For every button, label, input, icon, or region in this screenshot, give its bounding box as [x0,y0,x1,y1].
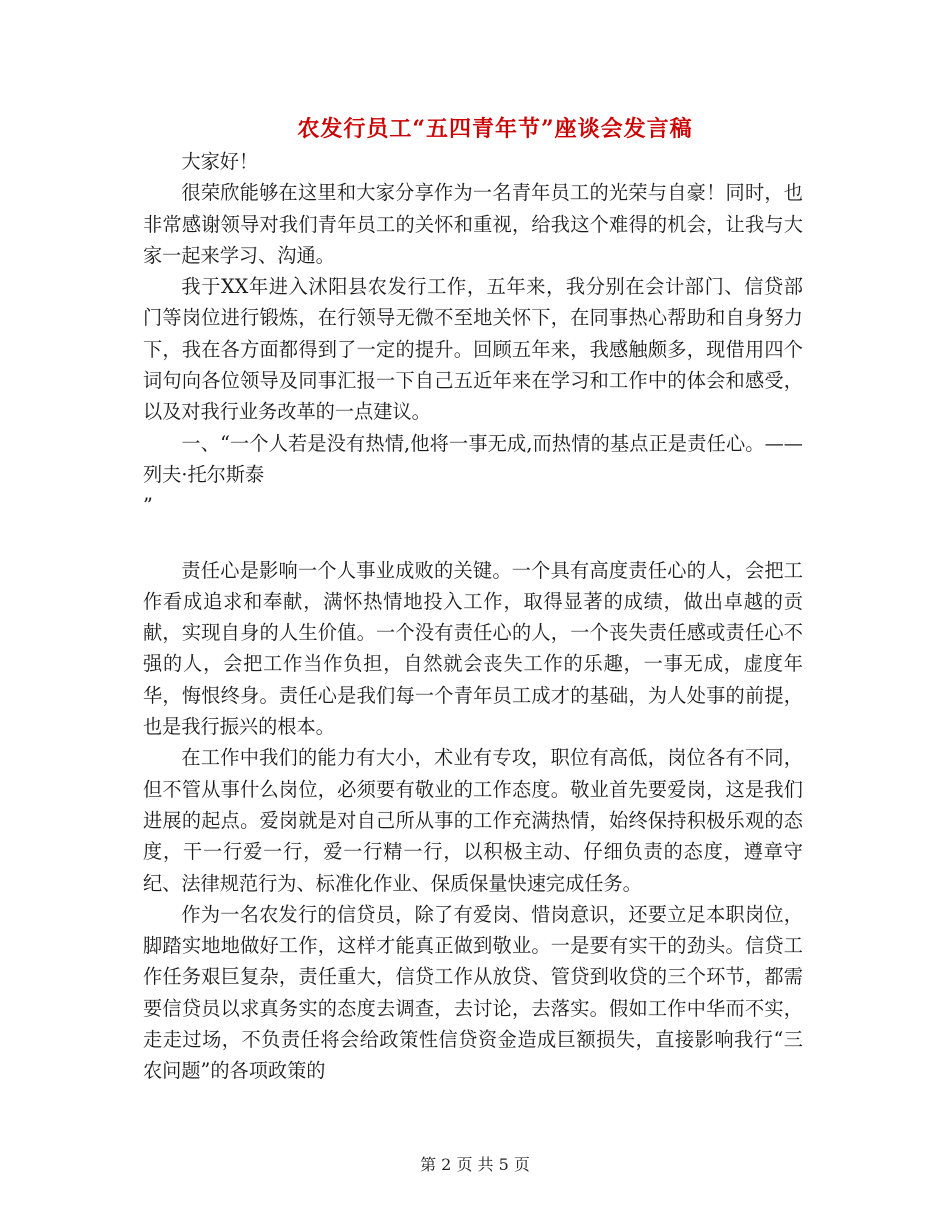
paragraph: 作为一名农发行的信贷员，除了有爱岗、惜岗意识，还要立足本职岗位，脚踏实地地做好工作，这样才能真正做到敬业。一是要有实干的劲头。信贷工作任务艰巨复杂，责任重大，信贷工作从放贷、管贷到收贷的三个环节，都需要信贷员以求真务实的态度去调查，去讨论，去落实。假如工作中华而不实，走走过场，不负责任将会给政策性信贷资金造成巨额损失，直接影响我行“三农问题”的各项政策的 [143,902,803,1083]
paragraph: 很荣欣能够在这里和大家分享作为一名青年员工的光荣与自豪！同时，也非常感谢领导对我们青年员工的关怀和重视，给我这个难得的机会，让我与大家一起来学习、沟通。 [143,181,803,267]
page-footer [0,1152,950,1175]
quote-close-mark: ” [143,494,153,518]
paragraph: 在工作中我们的能力有大小，术业有专攻，职位有高低，岗位各有不同，但不管从事什么岗位，必须要有敬业的工作态度。敬业首先要爱岗，这是我们进展的起点。爱岗就是对自己所从事的工作充满热情，始终保持积极乐观的态度，干一行爱一行，爱一行精一行，以积极主动、仔细负责的态度，遵章守纪、法律规范行为、标准化作业、保质保量快速完成任务。 [143,746,803,895]
paragraph-greeting: 大家好！ [181,150,259,173]
document-title: 农发行员工“五四青年节”座谈会发言稿 [297,116,693,142]
paragraph: 我于XX年进入沭阳县农发行工作，五年来，我分别在会计部门、信贷部门等岗位进行锻炼，在行领导无微不至地关怀下，在同事热心帮助和自身努力下，我在各方面都得到了一定的提升。回顾五年来，我感触颇多，现借用四个词句向各位领导及同事汇报一下自己五近年来在学习和工作中的体会和感受，以及对我行业务改革的一点建议。 [143,275,803,424]
section-heading: 一、“一个人若是没有热情,他将一事无成,而热情的基点正是责任心。——列夫·托尔斯泰 [143,431,803,486]
page-number: 第 2 页 共 5 页 [420,1155,530,1174]
document-body [143,146,803,1087]
paragraph: 责任心是影响一个人事业成败的关键。一个具有高度责任心的人，会把工作看成追求和奉献，满怀热情地投入工作，取得显著的成绩，做出卓越的贡献，实现自身的人生价值。一个没有责任心的人，一个丧失责任感或责任心不强的人，会把工作当作负担，自然就会丧失工作的乐趣，一事无成，虚度年华，悔恨终身。责任心是我们每一个青年员工成才的基础，为人处事的前提，也是我行振兴的根本。 [143,558,803,739]
